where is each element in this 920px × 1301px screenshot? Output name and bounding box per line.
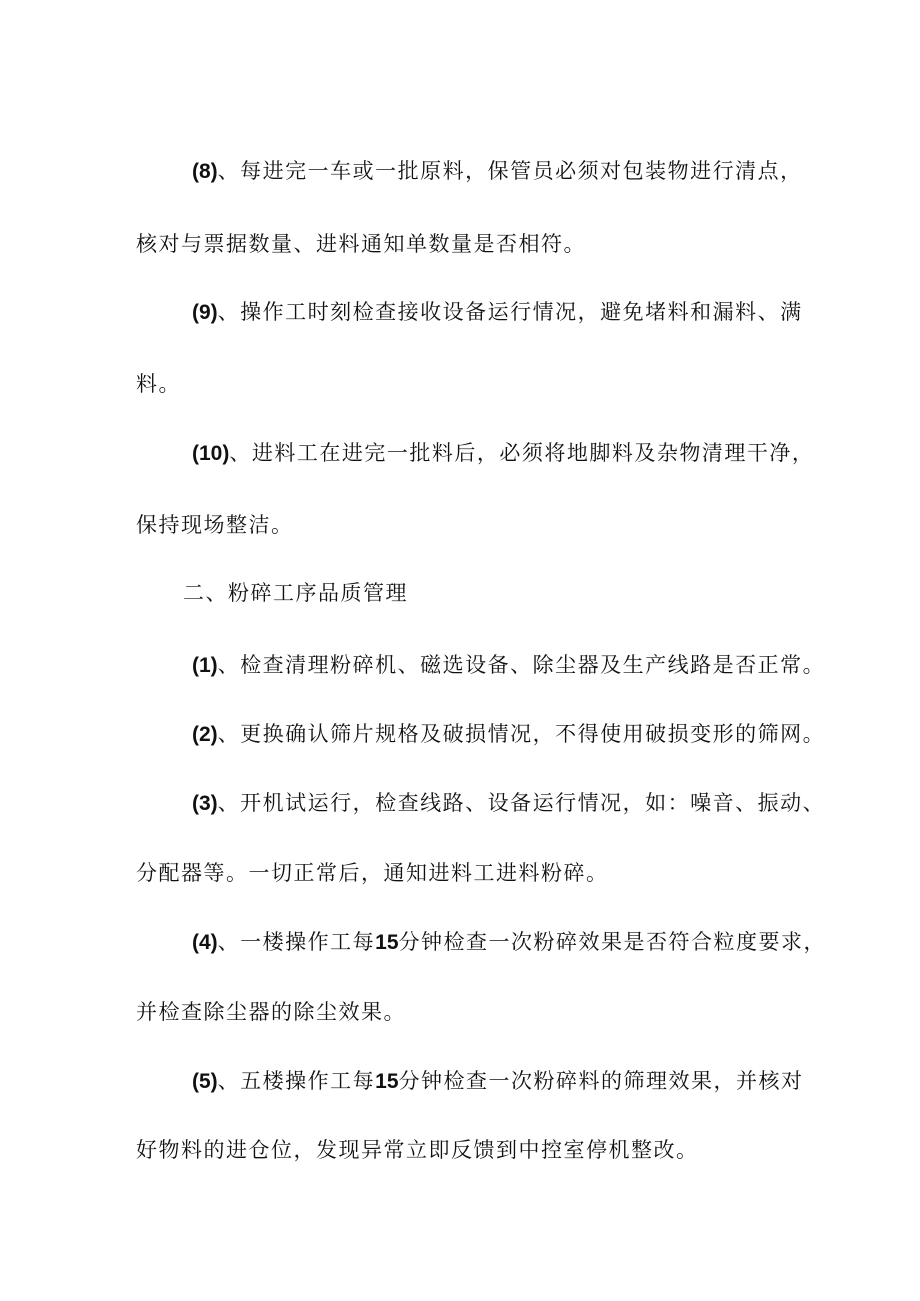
item-text: 、开机试运行，检查线路、设备运行情况，如：噪音、振动、 bbox=[217, 791, 826, 815]
paragraph-section-item-3-line-2 bbox=[136, 859, 609, 887]
item-number: (1) bbox=[192, 654, 218, 677]
item-text: 分钟检查一次粉碎料的筛理效果，并核对 bbox=[398, 1069, 804, 1093]
paragraph-item-10-line-1 bbox=[192, 439, 814, 468]
paragraph-section-item-5-line-2 bbox=[136, 1136, 699, 1164]
item-number: (8) bbox=[192, 160, 218, 183]
item-text: 、更换确认筛片规格及破损情况，不得使用破损变形的筛网。 bbox=[217, 722, 826, 746]
item-text: 、检查清理粉碎机、磁选设备、除尘器及生产线路是否正常。 bbox=[217, 653, 826, 677]
paragraph-section-item-3-line-1 bbox=[192, 789, 825, 818]
paragraph-item-10-line-2 bbox=[136, 511, 294, 539]
interval-number: 15 bbox=[375, 931, 399, 954]
item-text: 、操作工时刻检查接收设备运行情况，避免堵料和漏料、满 bbox=[217, 300, 803, 324]
item-number: (10) bbox=[192, 442, 230, 465]
paragraph-item-9-line-1 bbox=[192, 298, 803, 327]
item-text: 好物料的进仓位，发现异常立即反馈到中控室停机整改。 bbox=[136, 1138, 699, 1162]
item-text: 、进料工在进完一批料后，必须将地脚料及杂物清理干净， bbox=[229, 441, 815, 465]
interval-number: 15 bbox=[375, 1070, 399, 1093]
item-text: 、每进完一车或一批原料，保管员必须对包装物进行清点， bbox=[217, 159, 803, 183]
paragraph-section-item-5-line-1 bbox=[192, 1067, 804, 1096]
item-number: (4) bbox=[192, 931, 218, 954]
item-text: 保持现场整洁。 bbox=[136, 513, 294, 537]
item-text: 、五楼操作工每 bbox=[217, 1069, 376, 1093]
item-number: (3) bbox=[192, 792, 218, 815]
item-number: (5) bbox=[192, 1070, 218, 1093]
paragraph-section-item-4-line-1 bbox=[192, 928, 826, 957]
item-text: 料。 bbox=[136, 372, 181, 396]
item-text: 分配器等。一切正常后，通知进料工进料粉碎。 bbox=[136, 861, 609, 885]
section-heading: 二、粉碎工序品质管理 bbox=[183, 581, 408, 605]
paragraph-section-item-1 bbox=[192, 651, 825, 680]
paragraph-item-8-line-1 bbox=[192, 157, 803, 186]
item-text: 分钟检查一次粉碎效果是否符合粒度要求， bbox=[398, 930, 827, 954]
paragraph-item-9-line-2 bbox=[136, 370, 181, 398]
item-text: 、一楼操作工每 bbox=[217, 930, 376, 954]
item-text: 核对与票据数量、进料通知单数量是否相符。 bbox=[136, 232, 586, 256]
item-text: 并检查除尘器的除尘效果。 bbox=[136, 1000, 406, 1024]
paragraph-section-item-2 bbox=[192, 720, 825, 749]
paragraph-item-8-line-2 bbox=[136, 230, 586, 258]
item-number: (2) bbox=[192, 723, 218, 746]
paragraph-section-item-4-line-2 bbox=[136, 998, 406, 1026]
item-number: (9) bbox=[192, 301, 218, 324]
